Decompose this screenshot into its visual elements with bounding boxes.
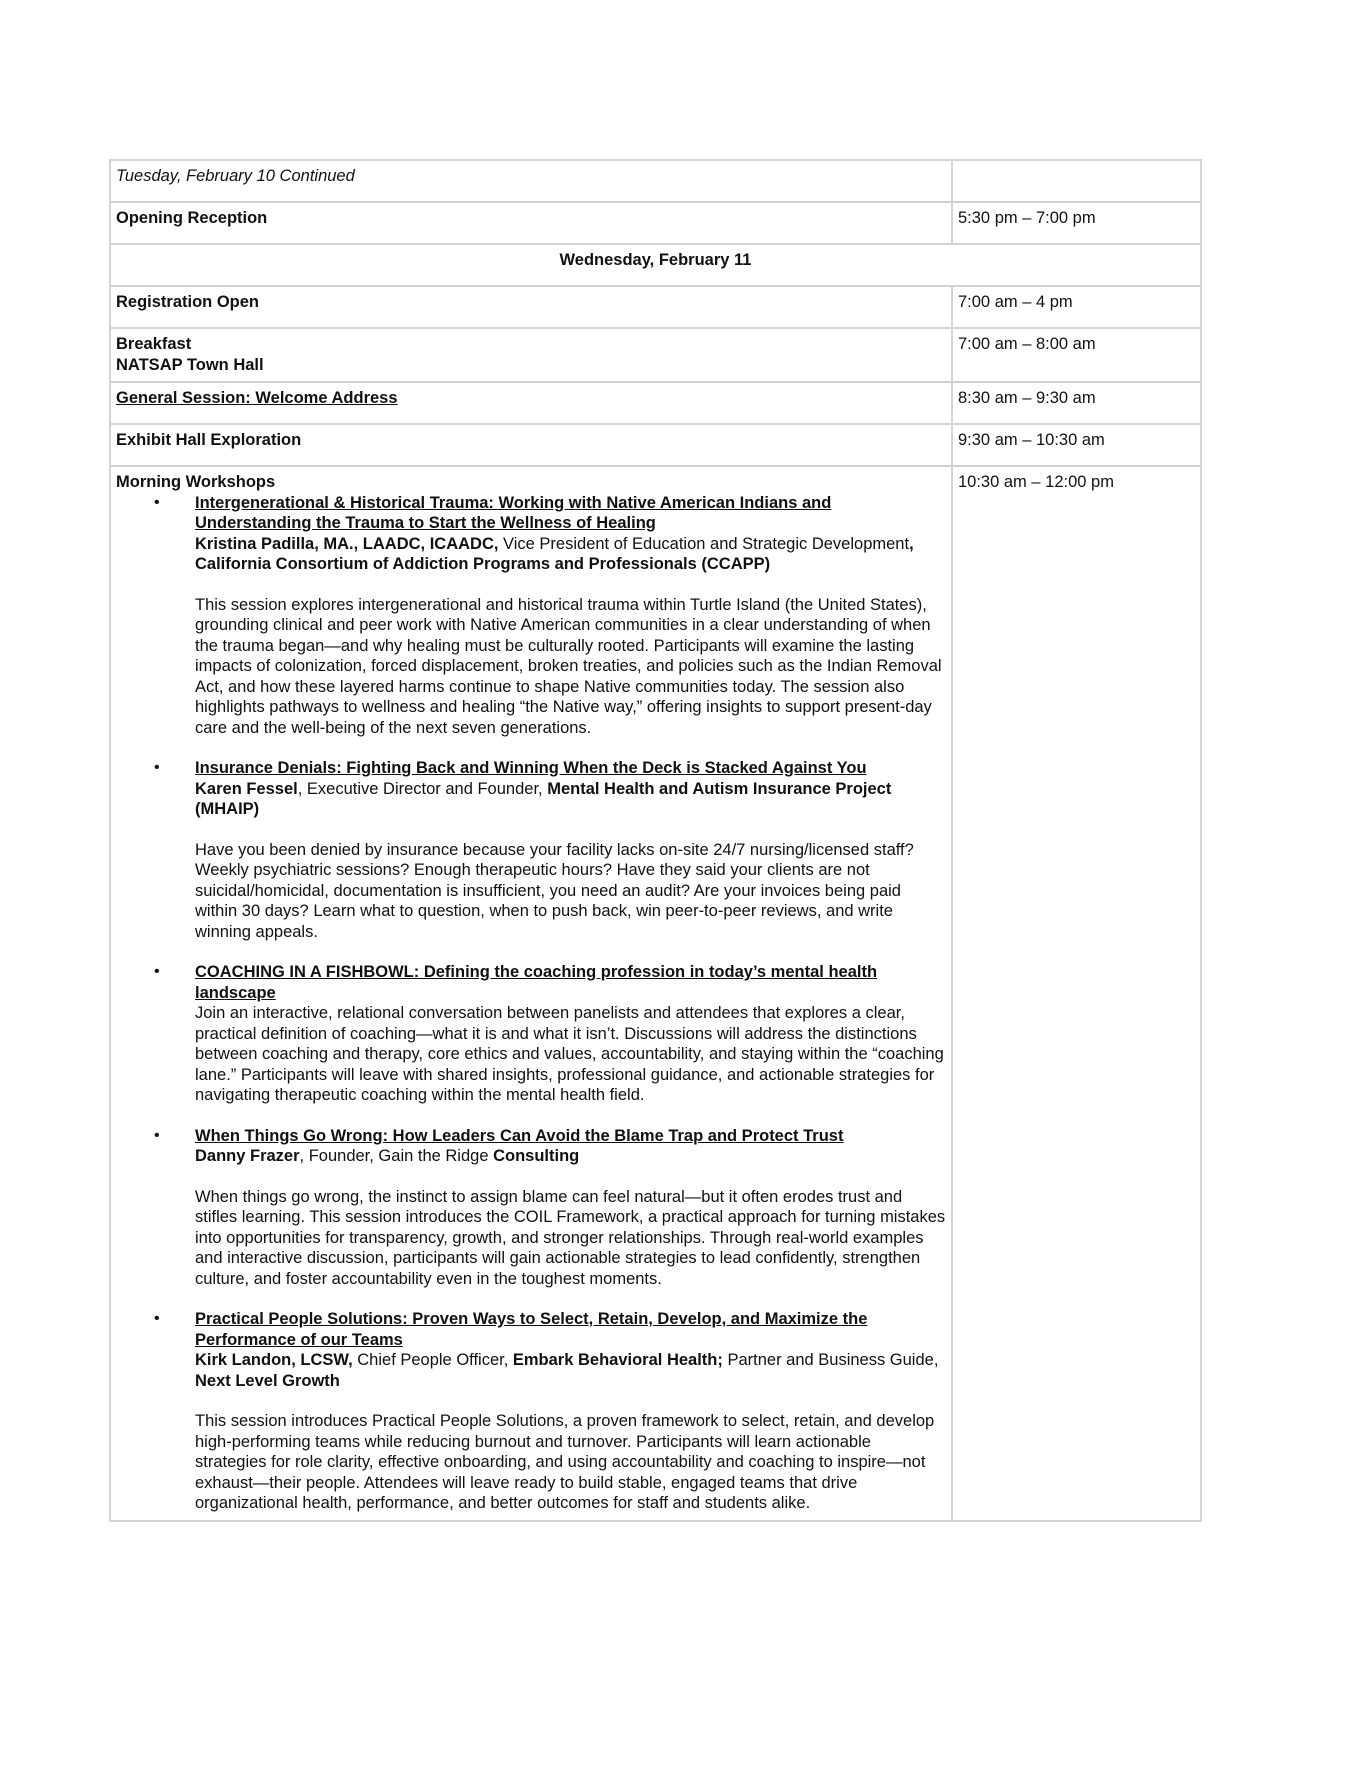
speaker-role: , Executive Director and Founder, [297, 779, 548, 798]
workshop-description: This session introduces Practical People Solutions, a proven framework to select, retain, and develop high-performing teams while reducing burnout and turnover. Participants will learn actionable strategies for role clarity, effective onboarding, and using accountability and coaching to inspire—not exhaust—their people. Attendees will leave ready to build stable, engaged teams that drive organizational health, performance, and better outcomes for staff and students alike. [195, 1412, 935, 1512]
schedule-row [110, 286, 1201, 328]
speaker-role: Vice President of Education and Strategic Development [498, 534, 910, 553]
row-time: 7:00 am – 8:00 am [952, 328, 1201, 382]
workshop-list [116, 493, 946, 1514]
row-label [110, 160, 952, 202]
speaker-role: Partner and Business Guide, [722, 1351, 939, 1369]
workshop-speaker [195, 1350, 946, 1391]
speaker-name: Danny Frazer [195, 1147, 300, 1165]
schedule-row [110, 382, 1201, 424]
speaker-org: , California Consortium of Addiction Programs and Professionals (CCAPP) [195, 534, 914, 573]
speaker-name: Karen Fessel [195, 779, 298, 798]
general-session-label: General Session: Welcome Address [116, 389, 398, 407]
speaker-org: Next Level Growth [195, 1371, 340, 1390]
schedule-row [110, 328, 1201, 382]
row-label [110, 466, 952, 1521]
row-label [110, 424, 952, 466]
row-time: 7:00 am – 4 pm [952, 286, 1201, 328]
workshop-description: Join an interactive, relational conversation between panelists and attendees that explores a clear, practical definition of coaching—what it is and what it isn’t. Discussions will address the distinctions between coaching and therapy, core ethics and values, accountability, and staying within the “coaching lane.” Participants will leave with shared insights, professional guidance, and actionable strategies for navigating therapeutic coaching within the mental health field. [195, 1004, 944, 1104]
exhibit-hall-label: Exhibit Hall Exploration [116, 431, 302, 449]
workshop-title: • Insurance Denials: Fighting Back and Winning When the Deck is Stacked Against You [195, 759, 867, 777]
row-label [110, 382, 952, 424]
morning-workshops-label: Morning Workshops [116, 473, 276, 491]
day-header-row [110, 244, 1201, 286]
row-time: 5:30 pm – 7:00 pm [952, 202, 1201, 244]
row-time [952, 160, 1201, 202]
breakfast-label: Breakfast [116, 335, 192, 353]
workshop-speaker [195, 1146, 946, 1167]
speaker-name: Kirk Landon, LCSW, [195, 1351, 353, 1369]
workshop-speaker [195, 779, 946, 820]
row-time: 8:30 am – 9:30 am [952, 382, 1201, 424]
list-item [195, 1309, 946, 1514]
workshop-title: • Practical People Solutions: Proven Ways to Select, Retain, Develop, and Maximize the Performance of our Teams [195, 1310, 868, 1349]
day-header: Wednesday, February 11 [110, 244, 1201, 286]
speaker-name: Kristina Padilla, MA., LAADC, ICAADC, [195, 534, 499, 553]
workshop-title: • When Things Go Wrong: How Leaders Can Avoid the Blame Trap and Protect Trust [195, 1126, 844, 1145]
schedule-row [110, 424, 1201, 466]
speaker-org: Embark Behavioral Health; [512, 1351, 723, 1369]
registration-label: Registration Open [116, 293, 260, 311]
speaker-org: Consulting [493, 1147, 580, 1165]
workshop-description: When things go wrong, the instinct to assign blame can feel natural—but it often erodes trust and stifles learning. This session introduces the COIL Framework, a practical approach for turning mistakes into opportunities for transparency, growth, and stronger relationships. Through real-world examples and interactive discussion, participants will gain actionable strategies to lead confidently, strengthen culture, and foster accountability even in the toughest moments. [195, 1187, 946, 1288]
row-time: 9:30 am – 10:30 am [952, 424, 1201, 466]
speaker-org: Mental Health and Autism Insurance Project (MHAIP) [195, 779, 892, 818]
workshop-description: This session explores intergenerational and historical trauma within Turtle Island (the United States), grounding clinical and peer work with Native American communities in a clear understanding of when the trauma began—and why healing must be culturally rooted. Participants will examine the lasting impacts of colonization, forced displacement, broken treaties, and policies such as the Indian Removal Act, and how these layered harms continue to shape Native communities today. The session also highlights pathways to wellness and healing “the Native way,” offering insights to support present-day care and the well-being of the next seven generations. [195, 595, 942, 737]
row-label [110, 202, 952, 244]
speaker-role: , Founder, Gain the Ridge [299, 1147, 494, 1165]
schedule-table [109, 159, 1202, 1522]
list-item [195, 758, 946, 942]
row-label [110, 286, 952, 328]
workshop-title: • Intergenerational & Historical Trauma: Working with Native American Indians and Understanding the Trauma to Start the Wellness of Healing [195, 493, 832, 532]
row-label [110, 328, 952, 382]
list-item [195, 962, 946, 1106]
workshop-speaker [195, 534, 946, 575]
list-item [195, 1126, 946, 1290]
schedule-row [110, 466, 1201, 1521]
town-hall-label: NATSAP Town Hall [116, 355, 264, 374]
list-item [195, 493, 946, 739]
continued-label: Tuesday, February 10 Continued [116, 167, 355, 185]
row-time: 10:30 am – 12:00 pm [952, 466, 1201, 1521]
opening-reception-label: Opening Reception [116, 209, 268, 227]
schedule-row [110, 160, 1201, 202]
schedule-row [110, 202, 1201, 244]
workshop-description: Have you been denied by insurance because your facility lacks on-site 24/7 nursing/licensed staff? Weekly psychiatric sessions? Enough therapeutic hours? Have they said your clients are not suicidal/homicidal, documentation is insufficient, you need an audit? Are your invoices being paid within 30 days? Learn what to question, when to push back, win peer-to-peer reviews, and write winning appeals. [195, 840, 914, 941]
speaker-role: Chief People Officer, [352, 1351, 513, 1369]
workshop-title: • COACHING IN A FISHBOWL: Defining the coaching profession in today’s mental health landscape [195, 963, 878, 1002]
